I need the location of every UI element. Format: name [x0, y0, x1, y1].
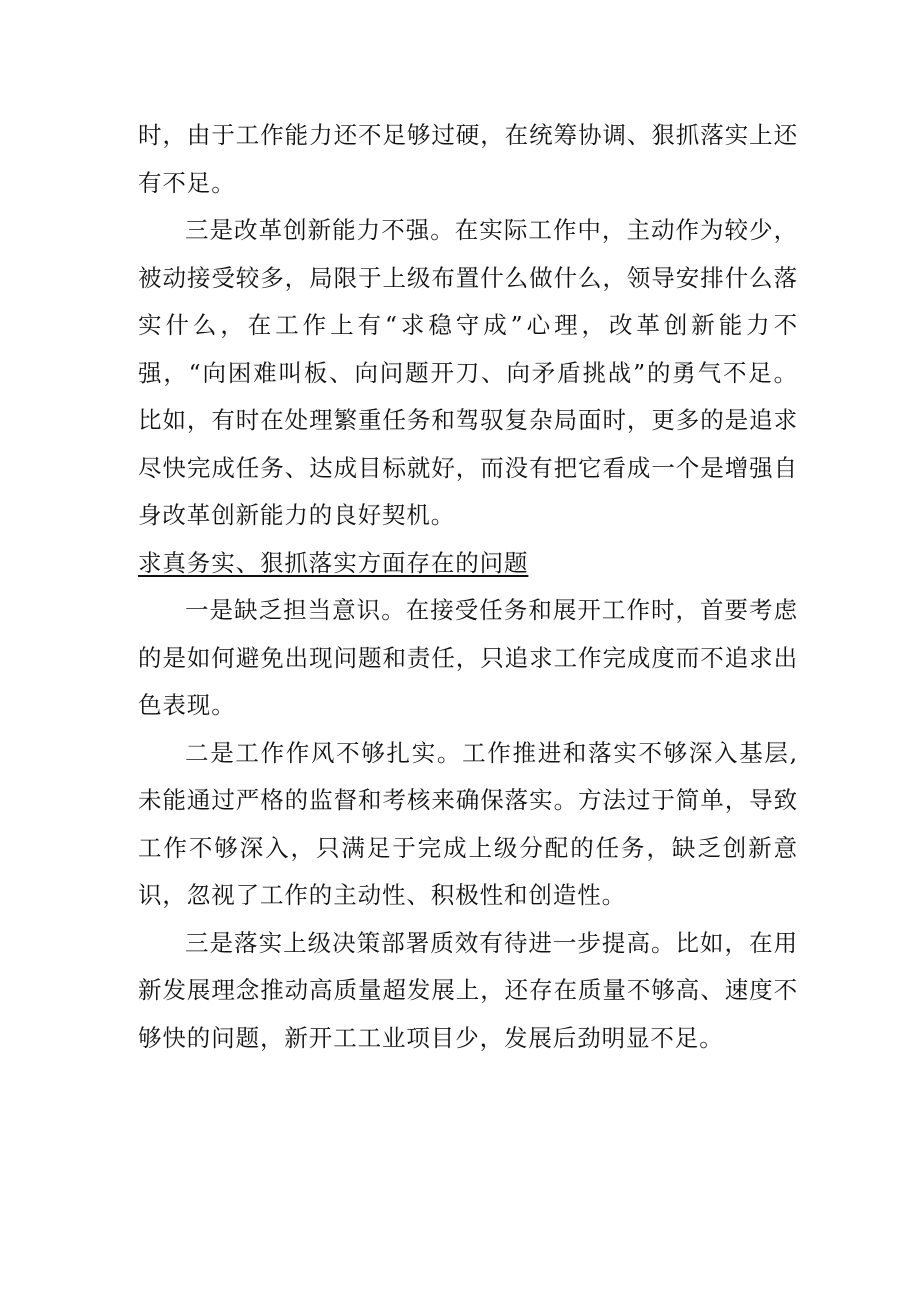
- document-page: [138, 112, 798, 1062]
- section-heading: [138, 540, 798, 588]
- continued-paragraph: 时，由于工作能力还不足够过硬，在统筹协调、狠抓落实上还有不足。: [138, 121, 798, 197]
- section-heading-text: 求真务实、狠抓落实方面存在的问题: [138, 548, 529, 577]
- work-style-paragraph: 二是工作作风不够扎实。工作推进和落实不够深入基层,未能通过严格的监督和考核来确保落实。方法过于简单，导致工作不够深入，只满足于完成上级分配的任务，缺乏创新意识，忽视了工作的主动性、积极性和创造性。: [138, 738, 798, 909]
- responsibility-paragraph: 一是缺乏担当意识。在接受任务和展开工作时，首要考虑的是如何避免出现问题和责任，只追求工作完成度而不追求出色表现。: [138, 596, 798, 719]
- innovation-paragraph: 三是改革创新能力不强。在实际工作中，主动作为较少，被动接受较多，局限于上级布置什么做什么，领导安排什么落实什么，在工作上有“求稳守成”心理，改革创新能力不强，“向困难叫板、向问题开刀、向矛盾挑战”的勇气不足。比如，有时在处理繁重任务和驾驭复杂局面时，更多的是追求尽快完成任务、达成目标就好，而没有把它看成一个是增强自身改革创新能力的良好契机。: [138, 216, 798, 529]
- implementation-paragraph: 三是落实上级决策部署质效有待进一步提高。比如，在用新发展理念推动高质量超发展上，还存在质量不够高、速度不够快的问题，新开工工业项目少，发展后劲明显不足。: [138, 928, 798, 1052]
